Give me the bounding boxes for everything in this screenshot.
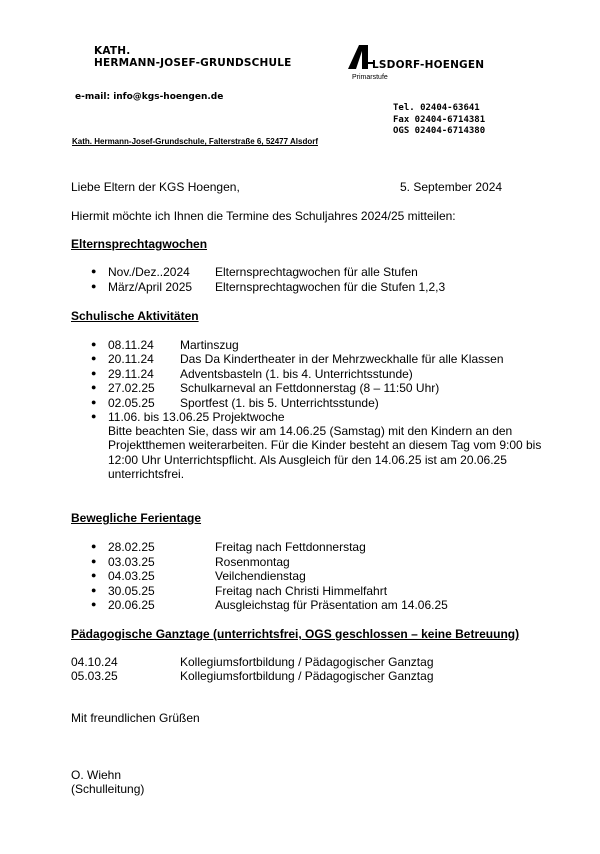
school-name-line2: HERMANN-JOSEF-GRUNDSCHULE [94,57,292,69]
item-text: Veilchendienstag [215,569,306,583]
item-date: 20.06.25 [108,598,155,612]
signature-role: (Schulleitung) [71,782,145,796]
bullet-icon: ● [91,281,97,291]
school-name-line1: KATH. [94,45,131,57]
heading-ganztage: Pädagogische Ganztage (unterrichtsfrei, OGS geschlossen – keine Betreuung) [71,627,520,641]
bullet-icon: ● [91,556,97,566]
bullet-icon: ● [91,382,97,392]
item-text: Elternsprechtagwochen für alle Stufen [215,265,418,279]
item-date: 20.11.24 [108,352,154,366]
salutation: Liebe Eltern der KGS Hoengen, [71,180,240,194]
intro-text: Hiermit möchte ich Ihnen die Termine des Schuljahres 2024/25 mitteilen: [71,209,456,223]
item-text: Ausgleichstag für Präsentation am 14.06.25 [215,598,448,612]
heading-ferientage: Bewegliche Ferientage [71,511,202,525]
bullet-icon: ● [91,570,97,580]
item-date: 08.11.24 [108,338,154,352]
item-date: März/April 2025 [108,280,193,294]
bullet-icon: ● [91,397,97,407]
school-ogs-phone: OGS 02404-6714380 [393,126,486,136]
item-date: 05.03.25 [71,669,118,683]
item-text: Martinszug [180,338,239,352]
item-text: Kollegiumsfortbildung / Pädagogischer Ganztag [180,669,434,683]
item-date: Nov./Dez..2024 [108,265,190,279]
bullet-icon: ● [91,585,97,595]
school-fax: Fax 02404-6714381 [393,115,486,125]
item-text: Freitag nach Fettdonnerstag [215,540,366,554]
bullet-icon: ● [91,353,97,363]
bullet-icon: ● [91,339,97,349]
heading-aktivitaeten: Schulische Aktivitäten [71,309,199,323]
school-tel: Tel. 02404-63641 [393,103,480,113]
item-date: 29.11.24 [108,367,154,381]
projektwoche-note: Bitte beachten Sie, dass wir am 14.06.25 (Samstag) mit den Kindern an den Projektthemen weiterarbeiten. Für die Kinder besteht an diesem Tag vom 9:00 bis 12:00 Uhr Unterrichtspflicht. Als Ausgleich für den 14.06.25 ist am 20.06.25 unterrichtsfrei. [108,424,542,481]
letter-date: 5. September 2024 [400,180,503,194]
item-date: 03.03.25 [108,555,155,569]
projektwoche-line: 11.06. bis 13.06.25 Projektwoche [108,410,285,424]
item-text: Das Da Kindertheater in der Mehrzweckhalle für alle Klassen [180,352,504,366]
sender-address-line: Kath. Hermann-Josef-Grundschule, Falterstraße 6, 52477 Alsdorf [72,137,318,146]
item-date: 27.02.25 [108,381,155,395]
item-date: 02.05.25 [108,396,155,410]
bullet-icon: ● [91,411,97,421]
bullet-icon: ● [91,266,97,276]
item-date: 04.03.25 [108,569,155,583]
heading-elternsprechtag: Elternsprechtagwochen [71,237,208,251]
closing: Mit freundlichen Grüßen [71,711,200,725]
item-text: Elternsprechtagwochen für die Stufen 1,2,3 [215,280,446,294]
item-text: Kollegiumsfortbildung / Pädagogischer Ganztag [180,655,434,669]
item-date: 04.10.24 [71,655,118,669]
item-date: 30.05.25 [108,584,155,598]
bullet-icon: ● [91,541,97,551]
item-text: Schulkarneval an Fettdonnerstag (8 – 11:50 Uhr) [180,381,440,395]
item-text: Sportfest (1. bis 5. Unterrichtsstunde) [180,396,379,410]
signature-name: O. Wiehn [71,768,122,782]
item-date: 28.02.25 [108,540,155,554]
school-town: LSDORF-HOENGEN [372,59,485,71]
school-email: e-mail: info@kgs-hoengen.de [75,92,224,102]
school-subtitle: Primarstufe [352,74,388,81]
item-text: Adventsbasteln (1. bis 4. Unterrichtsstunde) [180,367,413,381]
bullet-icon: ● [91,368,97,378]
item-text: Freitag nach Christi Himmelfahrt [215,584,388,598]
bullet-icon: ● [91,599,97,609]
item-text: Rosenmontag [215,555,290,569]
